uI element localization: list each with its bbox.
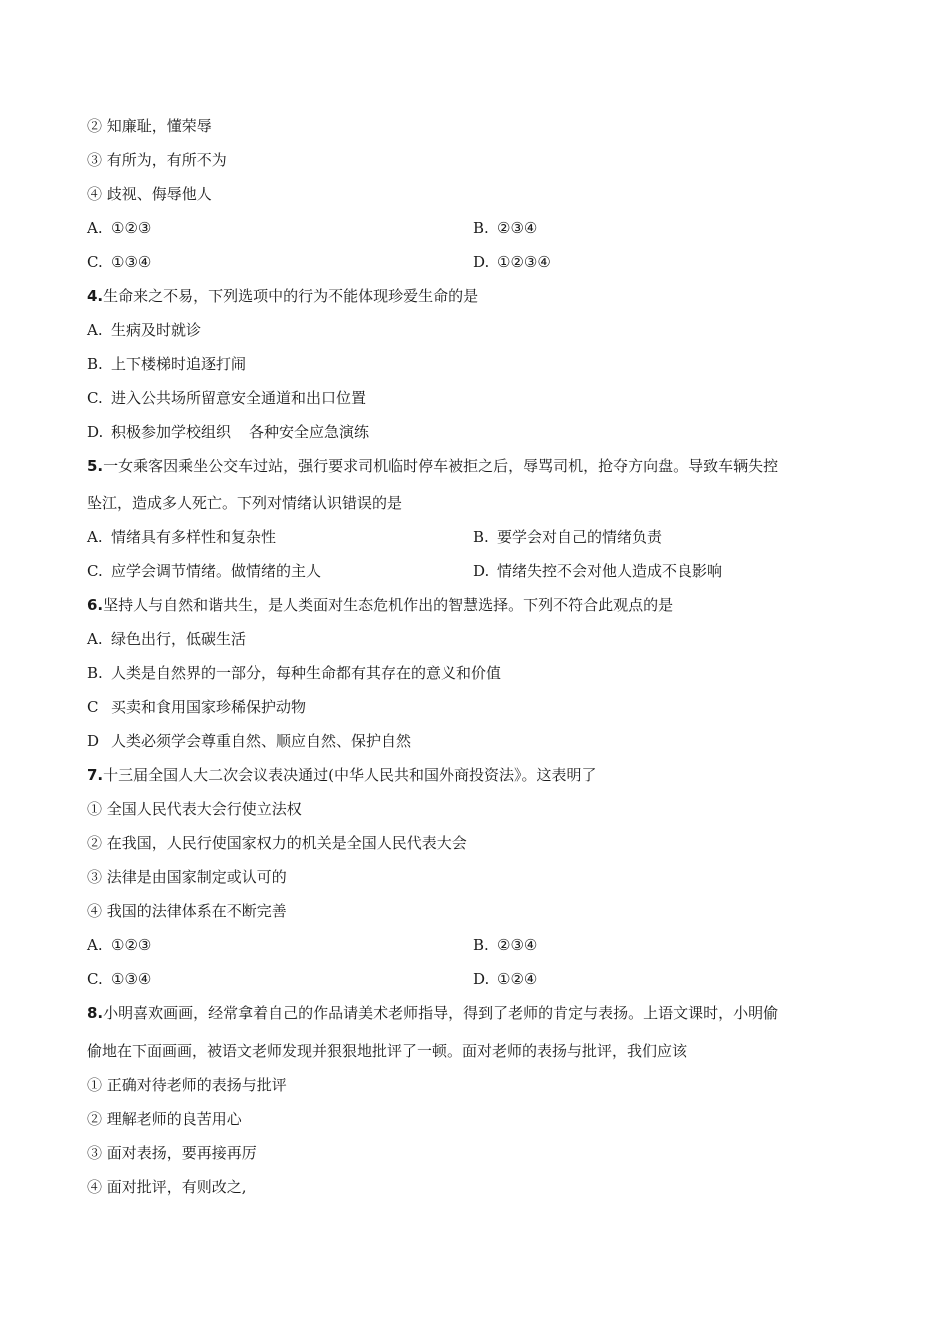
q6-stem [87,595,673,615]
q8-item-4: ④ 面对批评，有则改之, [87,1178,247,1196]
option-key: A. [87,321,103,339]
option-key: C. [87,253,103,271]
option-key: B. [473,936,489,954]
option-key: C. [87,970,103,988]
q4-option-c [87,388,366,408]
q7-option-b [473,935,537,955]
q3-option-a [87,218,151,238]
option-text: ①②③ [111,936,152,954]
q8-stem-line2: 偷地在下面画画，被语文老师发现并狠狠地批评了一顿。面对老师的表扬与批评，我们应该 [87,1042,688,1060]
option-text: 买卖和食用国家珍稀保护动物 [111,698,307,716]
question-text: 坚持人与自然和谐共生，是人类面对生态危机作出的智慧选择。下列不符合此观点的是 [103,596,674,614]
q5-stem-line2: 坠江，造成多人死亡。下列对情绪认识错误的是 [87,494,403,512]
option-key: D. [87,423,104,441]
q8-item-2: ② 理解老师的良苦用心 [87,1110,242,1128]
q6-option-a [87,629,246,649]
q7-item-4: ④ 我国的法律体系在不断完善 [87,902,287,920]
option-text: ①②③④ [497,253,551,271]
q7-item-2: ② 在我国，人民行使国家权力的机关是全国人民代表大会 [87,834,467,852]
q7-option-c [87,969,151,989]
option-text: 要学会对自己的情绪负责 [497,528,663,546]
q7-option-d [473,969,537,989]
q3-option-c [87,252,151,272]
option-text: 生病及时就诊 [111,321,202,339]
q5-option-b [473,527,662,547]
question-number: 7. [87,766,104,784]
question-number: 8. [87,1004,104,1022]
option-key: B. [87,664,103,682]
option-key: B. [473,528,489,546]
option-key: C. [87,562,103,580]
option-text-cont: 各种安全应急演练 [249,423,370,441]
q7-item-1: ① 全国人民代表大会行使立法权 [87,800,302,818]
q7-stem [87,765,597,785]
option-text: 绿色出行，低碳生活 [111,630,247,648]
option-text: 情绪失控不会对他人造成不良影响 [497,562,723,580]
option-key: A. [87,936,103,954]
q4-option-d [87,422,369,442]
option-text: 人类必须学会尊重自然、顺应自然、保护自然 [111,732,412,750]
question-text: 生命来之不易，下列选项中的行为不能体现珍爱生命的是 [103,287,479,305]
option-key: D. [473,562,490,580]
q5-option-a [87,527,276,547]
option-text: ②③④ [497,219,538,237]
q3-item-3: ③ 有所为，有所不为 [87,151,227,169]
q3-option-d [473,252,551,272]
q6-option-c [87,697,306,717]
q4-option-b [87,354,246,374]
option-key: C. [87,389,103,407]
option-key: A. [87,219,103,237]
q6-option-d [87,731,411,751]
option-key: B. [87,355,103,373]
option-key: D. [473,253,490,271]
q8-item-3: ③ 面对表扬，要再接再厉 [87,1144,257,1162]
option-text: 应学会调节情绪。做情绪的主人 [111,562,322,580]
option-text: 积极参加学校组织 [111,423,232,441]
question-text: 十三届全国人大二次会议表决通过(中华人民共和国外商投资法》。这表明了 [103,766,597,784]
question-number: 6. [87,596,104,614]
q4-stem [87,286,478,306]
option-text: ①③④ [111,253,152,271]
option-key: D [87,732,100,750]
q3-option-b [473,218,537,238]
question-text: 小明喜欢画画，经常拿着自己的作品请美术老师指导，得到了老师的肯定与表扬。上语文课时，小明偷 [103,1004,779,1022]
option-key: A. [87,528,103,546]
q3-item-2: ② 知廉耻，懂荣辱 [87,117,212,135]
q8-item-1: ① 正确对待老师的表扬与批评 [87,1076,287,1094]
question-number: 5. [87,457,104,475]
option-key: B. [473,219,489,237]
q8-stem-line1 [87,1003,778,1023]
q5-option-c [87,561,321,581]
question-number: 4. [87,287,104,305]
q5-option-d [473,561,722,581]
option-text: ①②③ [111,219,152,237]
option-key: A. [87,630,103,648]
q4-option-a [87,320,201,340]
option-text: 情绪具有多样性和复杂性 [111,528,277,546]
option-text: ①②④ [497,970,538,988]
option-text: 进入公共场所留意安全通道和出口位置 [111,389,367,407]
option-text: ①③④ [111,970,152,988]
q6-option-b [87,663,501,683]
option-key: D. [473,970,490,988]
q7-item-3: ③ 法律是由国家制定或认可的 [87,868,287,886]
option-text: 上下楼梯时追逐打闹 [111,355,247,373]
question-text: 一女乘客因乘坐公交车过站，强行要求司机临时停车被拒之后，辱骂司机，抢夺方向盘。导致车辆失控 [103,457,779,475]
option-key: C [87,698,99,716]
q7-option-a [87,935,151,955]
q5-stem-line1 [87,456,778,476]
q3-item-4: ④ 歧视、侮辱他人 [87,185,212,203]
option-text: ②③④ [497,936,538,954]
option-text: 人类是自然界的一部分，每种生命都有其存在的意义和价值 [111,664,502,682]
